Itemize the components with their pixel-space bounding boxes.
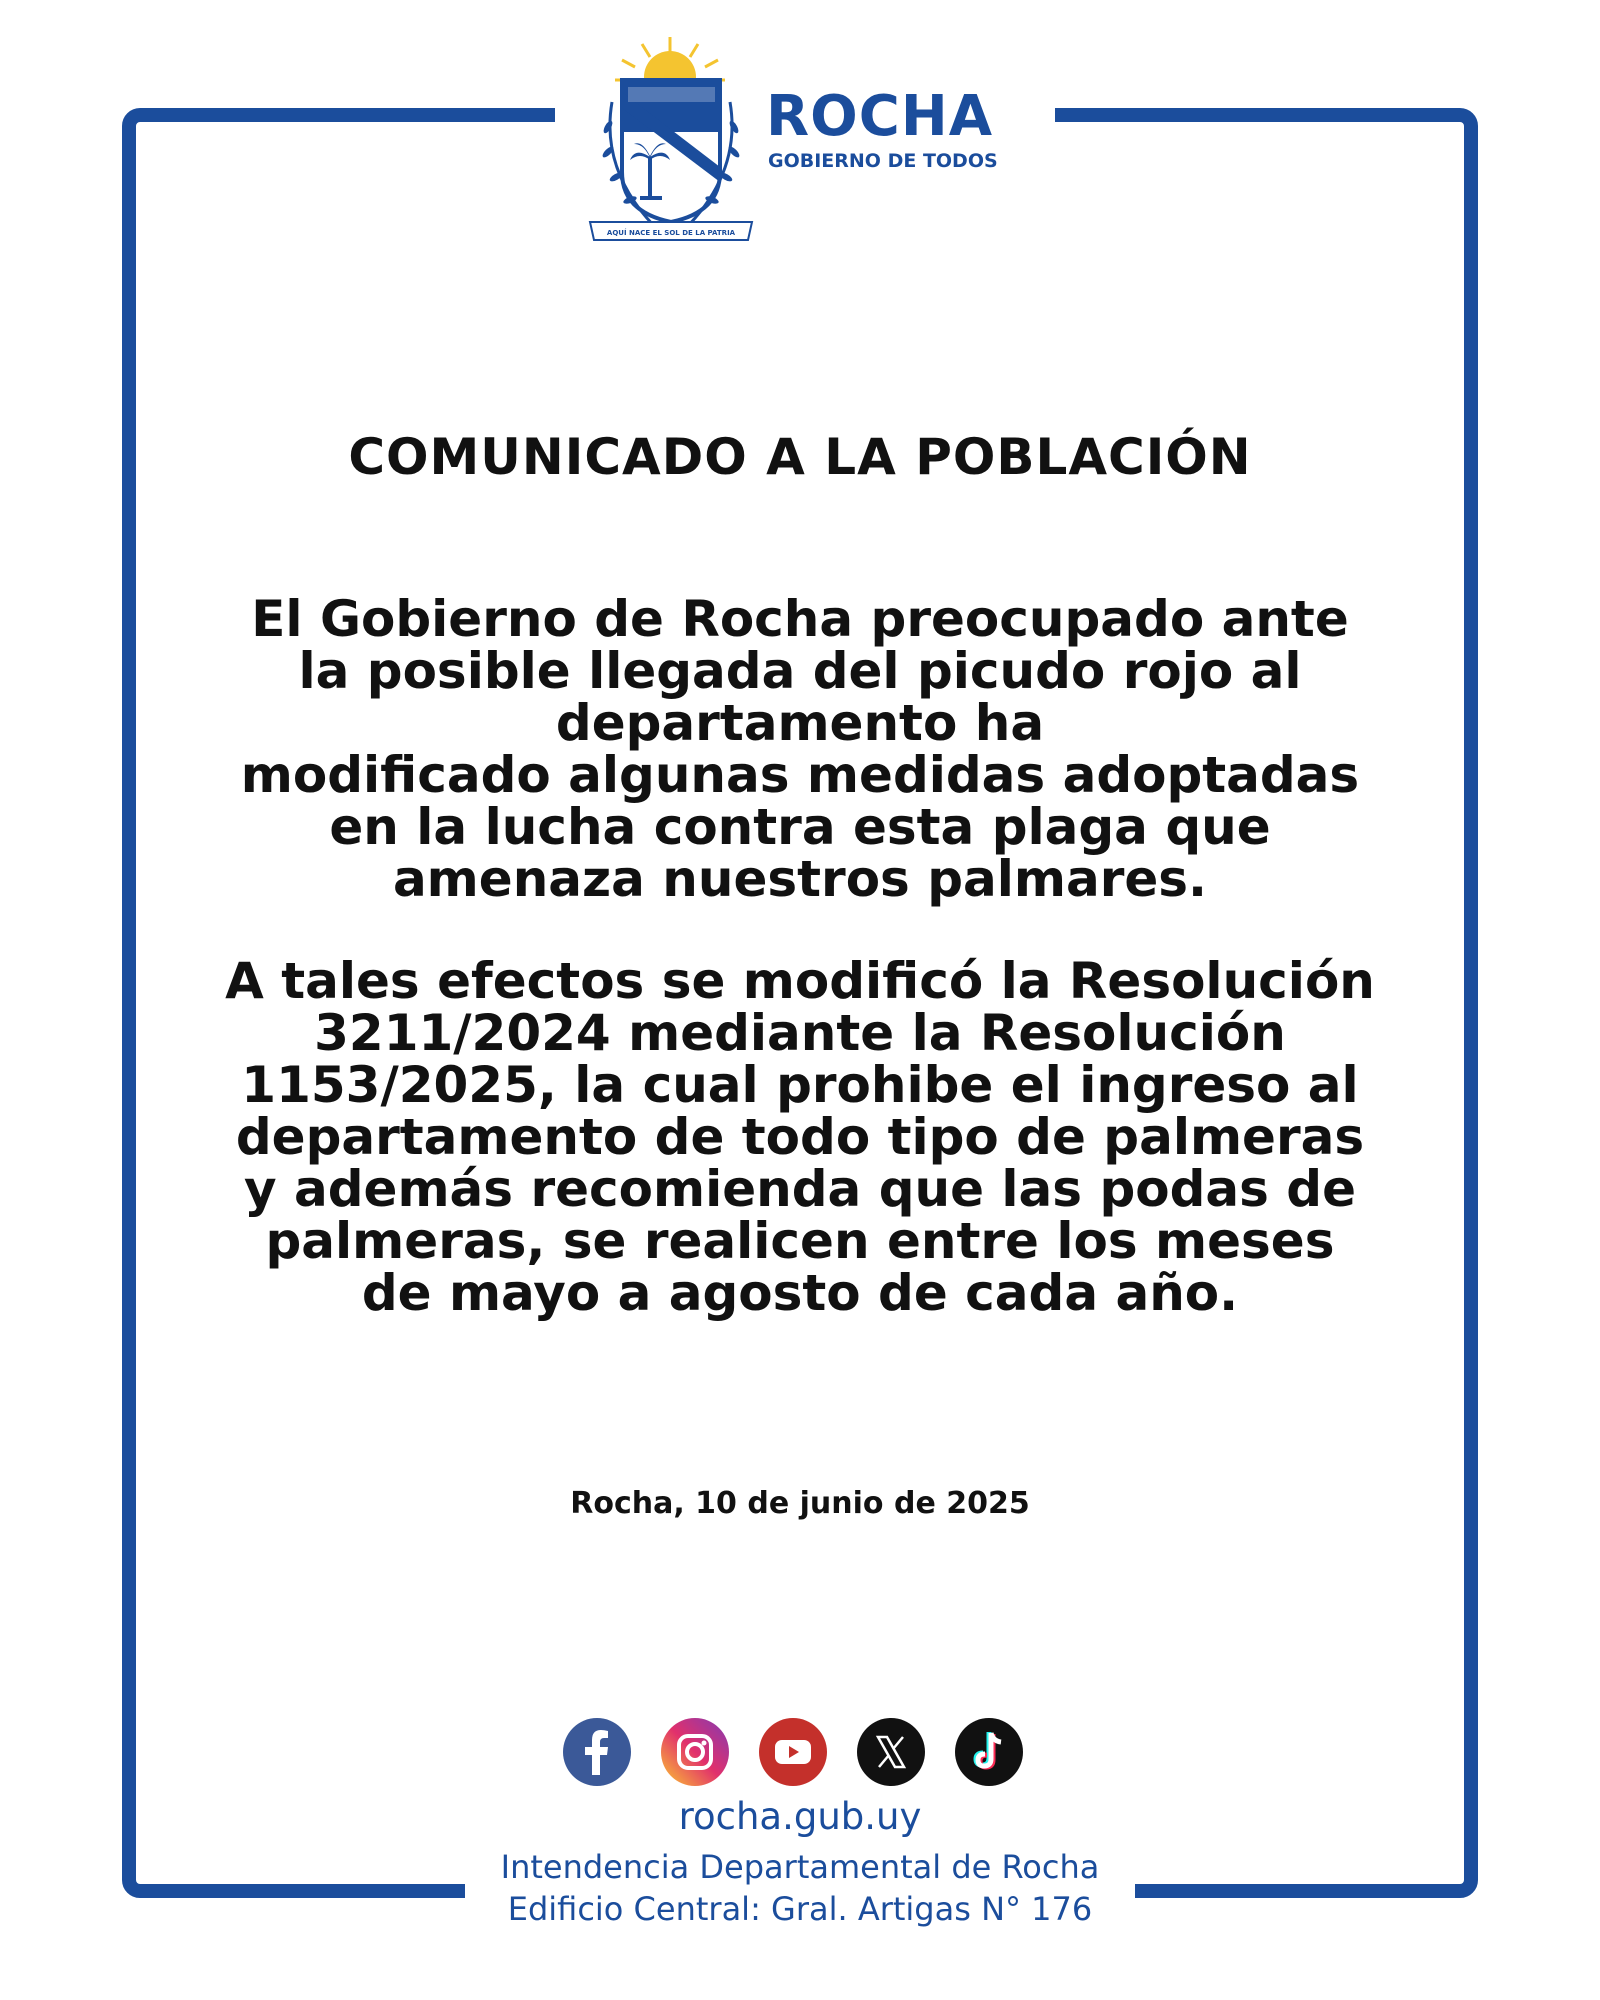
- youtube-icon[interactable]: [758, 1717, 828, 1787]
- paragraph-line: departamento ha: [555, 694, 1045, 752]
- date-line: Rocha, 10 de junio de 2025: [570, 1486, 1030, 1521]
- paragraph-line: 3211/2024 mediante la Resolución: [314, 1004, 1286, 1062]
- website-link[interactable]: rocha.gub.uy: [678, 1795, 922, 1838]
- paragraph-line: modificado algunas medidas adoptadas: [240, 746, 1360, 804]
- paragraph-line: de mayo a agosto de cada año.: [361, 1264, 1239, 1322]
- social-links: [562, 1717, 1024, 1787]
- tiktok-icon[interactable]: [954, 1717, 1024, 1787]
- paragraph-line: palmeras, se realicen entre los meses: [265, 1212, 1335, 1270]
- svg-text:AQUÍ NACE EL SOL DE LA PATRIA: AQUÍ NACE EL SOL DE LA PATRIA: [606, 229, 736, 237]
- paragraph-announcement: [180, 590, 1420, 908]
- footer-address: Edificio Central: Gral. Artigas N° 176: [507, 1890, 1093, 1928]
- paragraph-line: El Gobierno de Rocha preocupado ante: [251, 590, 1349, 648]
- page-title: COMUNICADO A LA POBLACIÓN: [348, 428, 1252, 486]
- brand-tagline: GOBIERNO DE TODOS: [768, 150, 998, 172]
- paragraph-line: en la lucha contra esta plaga que: [329, 798, 1271, 856]
- paragraph-line: la posible llegada del picudo rojo al: [298, 642, 1302, 700]
- paragraph-line: y además recomienda que las podas de: [244, 1160, 1356, 1218]
- brand-name: ROCHA: [766, 84, 994, 149]
- footer-institution: Intendencia Departamental de Rocha: [500, 1848, 1100, 1886]
- coat-of-arms-emblem: [580, 32, 760, 262]
- x-icon[interactable]: [856, 1717, 926, 1787]
- facebook-icon[interactable]: [562, 1717, 632, 1787]
- paragraph-line: 1153/2025, la cual prohibe el ingreso al: [241, 1056, 1359, 1114]
- paragraph-line: A tales efectos se modificó la Resolución: [225, 952, 1375, 1010]
- instagram-icon[interactable]: [660, 1717, 730, 1787]
- paragraph-resolution: [180, 952, 1420, 1322]
- paragraph-line: amenaza nuestros palmares.: [392, 850, 1208, 908]
- rocha-logo: [580, 32, 1040, 262]
- paragraph-line: departamento de todo tipo de palmeras: [235, 1108, 1365, 1166]
